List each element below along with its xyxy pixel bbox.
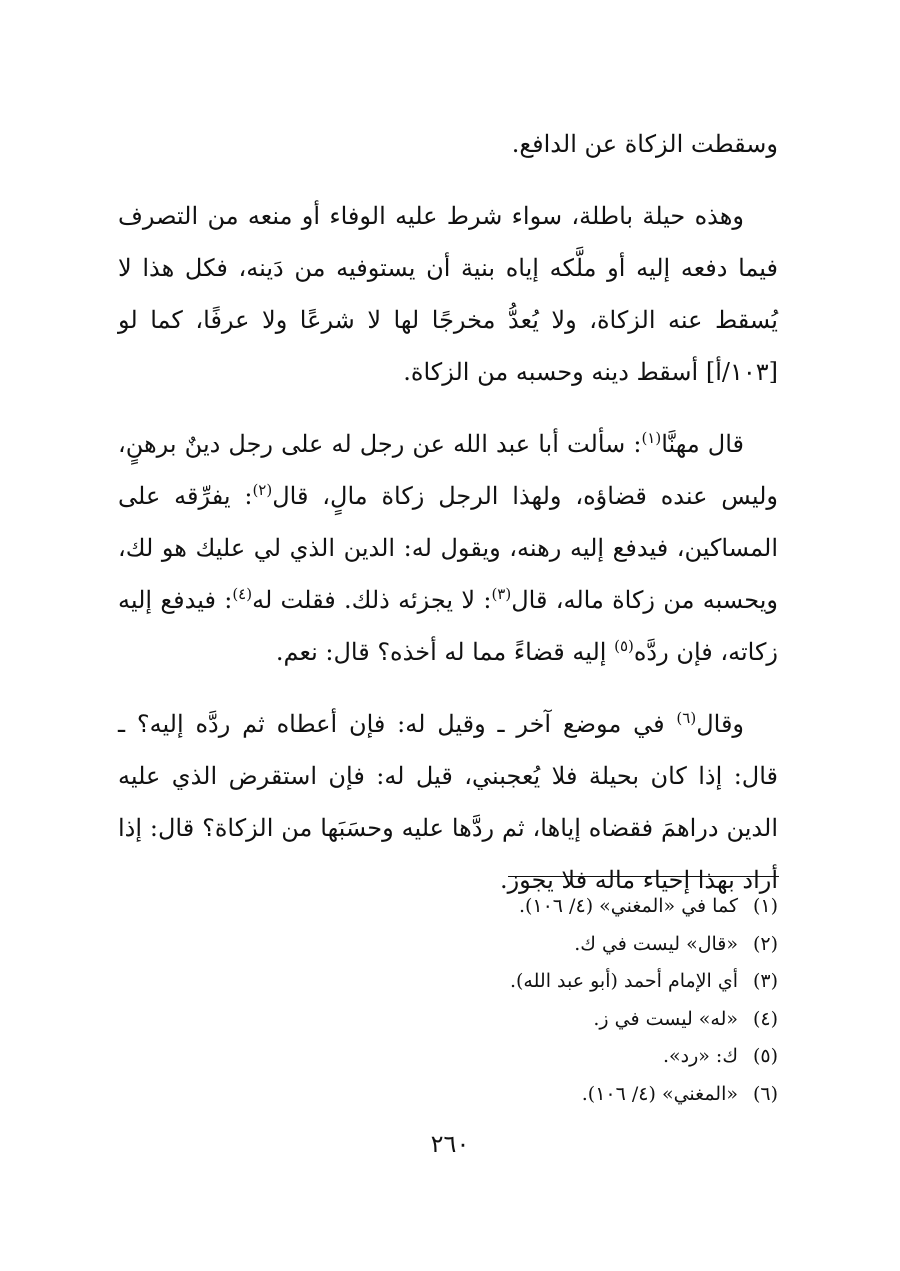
paragraph [118, 118, 778, 170]
footnote [118, 1038, 778, 1076]
text-run: في موضع آخر ـ وقيل له: فإن أعطاه ثم ردَّه إليه؟ ـ قال: إذا كان بحيلة فلا يُعجبني، قيل له: فإن استقرض الذي عليه الدين دراهمَ فقضاه إياها، ثم ردَّها عليه وحسَبَها من الزكاة؟ قال: إذا أراد بهذا إحياء ماله فلا يجوز. [118, 710, 778, 894]
footnote-marker: (١) [641, 429, 662, 447]
text-run: قال مهنَّا [661, 430, 745, 458]
text-run: : لا يجزئه ذلك. فقلت له [252, 586, 492, 614]
text-run: وسقطت الزكاة عن الدافع. [511, 130, 778, 158]
footnote-number: (٥) [752, 1045, 778, 1067]
main-text [118, 118, 778, 926]
text-run: : يفرِّقه على المساكين، فيدفع إليه رهنه، ويقول له: الدين الذي لي عليك هو لك، ويحسبه من زكاة ماله، قال [118, 482, 778, 614]
footnote-marker: (٥) [614, 637, 634, 655]
text-run: : فيدفع إليه زكاته، فإن ردَّه [118, 586, 778, 666]
footnotes [118, 888, 778, 1113]
footnote [118, 963, 778, 1001]
footnote-number: (٤) [752, 1007, 778, 1030]
footnote-text: كما في «المغني» (٤/ ١٠٦). [518, 895, 738, 917]
footnote-text: «له» ليست في ز. [593, 1007, 738, 1030]
footnote-marker: (٣) [491, 585, 512, 603]
text-run: وقال [696, 710, 744, 738]
footnote-number: (٢) [752, 932, 778, 955]
footnote-text: ك: «رد». [662, 1045, 738, 1067]
paragraph [118, 190, 778, 398]
text-run: وهذه حيلة باطلة، سواء شرط عليه الوفاء أو منعه من التصرف فيما دفعه إليه أو ملَّكه إياه بنية أن يستوفيه من دَينه، فكل هذا لا يُسقط عنه الزكاة، ولا يُعدُّ مخرجًا لها لا شرعًا ولا عرفًا، كما لو [١٠٣/أ] أسقط دينه وحسبه من الزكاة. [118, 202, 778, 386]
footnote-number: (١) [752, 895, 778, 917]
footnote-text: «المغني» (٤/ ١٠٦). [581, 1082, 738, 1105]
footnote-marker: (٢) [252, 481, 273, 499]
footnote [118, 888, 778, 926]
text-run: : سألت أبا عبد الله عن رجل له على رجل دينٌ برهنٍ، وليس عنده قضاؤه، ولهذا الرجل زكاة مالٍ، قال [118, 430, 779, 510]
paragraph [118, 418, 778, 678]
footnote-marker: (٤) [232, 585, 253, 603]
page-number: ٢٦٠ [430, 1130, 470, 1158]
footnote [118, 926, 778, 964]
text-run: إليه قضاءً مما له أخذه؟ قال: نعم. [275, 638, 615, 666]
footnote-separator [508, 876, 779, 877]
footnote-text: أي الإمام أحمد (أبو عبد الله). [509, 970, 738, 992]
footnote-marker: (٦) [676, 709, 697, 727]
footnote [118, 1076, 778, 1114]
footnote-number: (٣) [752, 970, 778, 992]
paragraph [118, 698, 778, 906]
footnote-text: «قال» ليست في ك. [574, 932, 738, 955]
footnote-number: (٦) [752, 1082, 778, 1105]
footnote [118, 1001, 778, 1039]
